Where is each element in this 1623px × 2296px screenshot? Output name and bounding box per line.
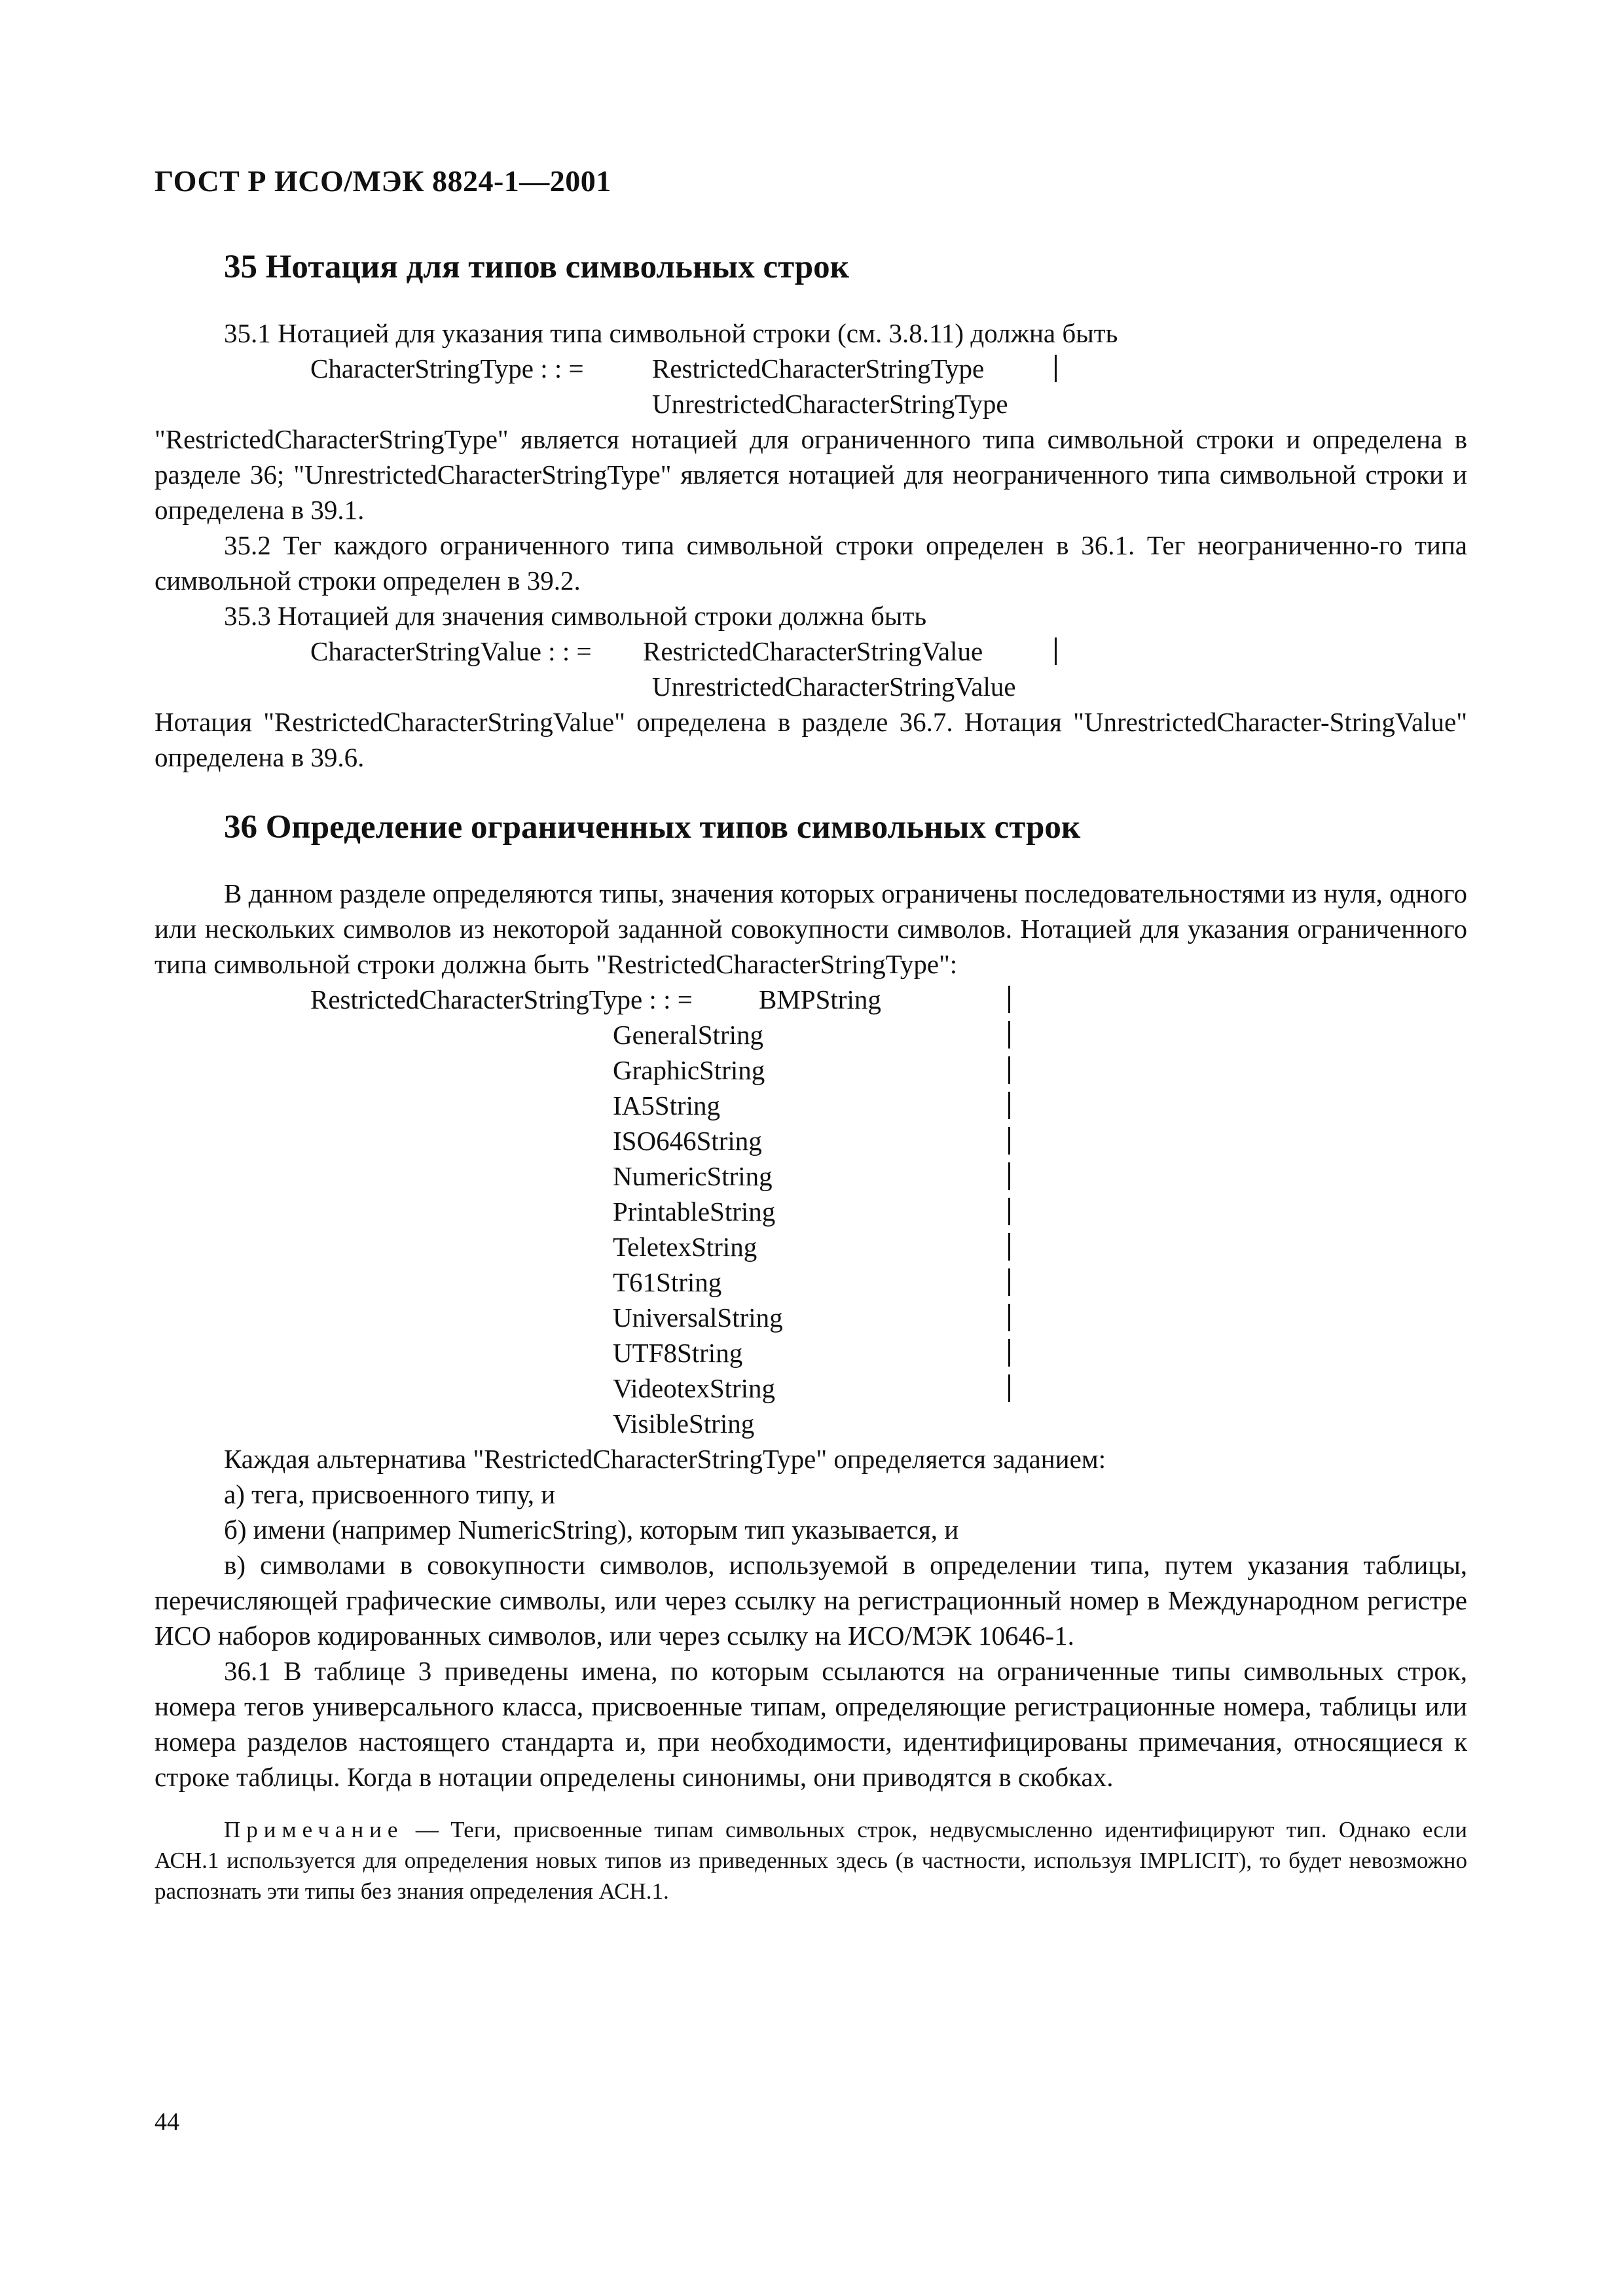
grammar-alternative: RestrictedCharacterStringValue [643, 636, 983, 666]
grammar-lhs: CharacterStringType : : = [310, 353, 584, 384]
page-content [155, 236, 1467, 1907]
alternative-separator [1008, 1268, 1010, 1296]
list-item-b: б) имени (например NumericString), которым тип указывается, и [224, 1515, 959, 1545]
grammar-alternative: UnrestrictedCharacterStringType [652, 389, 1008, 419]
alternative-separator [1008, 1339, 1010, 1367]
grammar-line [155, 634, 1467, 669]
note-text: — Теги, присвоенные типам символьных строк, недвусмысленно идентифицируют тип. Однако если АСН.1 используется для определения новых типов из приведенных здесь (в частности, используя IMPLICIT), то будет невозможно распознать эти типы без знания определения АСН.1. [155, 1817, 1467, 1904]
grammar-alternative: TeletexString [613, 1232, 757, 1262]
grammar-alternative: PrintableString [613, 1196, 776, 1227]
alternative-separator [1008, 1374, 1010, 1402]
grammar-alternative: UTF8String [613, 1338, 743, 1368]
alternative-separator [1008, 1127, 1010, 1155]
grammar-alternative: RestrictedCharacterStringType [652, 353, 985, 384]
grammar-line [155, 1158, 1467, 1194]
grammar-alternative: GraphicString [613, 1055, 765, 1085]
grammar-alternative: IA5String [613, 1090, 720, 1121]
paragraph-35-3-continued: Нотация "RestrictedCharacterStringValue" определена в разделе 36.7. Нотация "UnrestrictedCharacter-StringValue" определена в 39.6. [155, 707, 1467, 772]
grammar-alternative: VideotexString [613, 1373, 776, 1403]
grammar-line [155, 1088, 1467, 1123]
grammar-alternative: T61String [613, 1267, 722, 1297]
page-number: 44 [155, 2108, 179, 2136]
grammar-line [155, 1123, 1467, 1158]
alternative-separator [1008, 1021, 1010, 1049]
grammar-alternative: UnrestrictedCharacterStringValue [652, 672, 1016, 702]
paragraph-36-intro: В данном разделе определяются типы, значения которых ограничены последовательностями из нуля, одного или нескольких символов из некоторой заданной совокупности символов. Нотацией для указания ограниченного типа символьной строки должна быть "RestrictedCharacterStringType": [155, 878, 1467, 979]
alternative-separator [1008, 986, 1010, 1013]
alternative-separator [1008, 1092, 1010, 1119]
paragraph-35-3: 35.3 Нотацией для значения символьной строки должна быть [224, 601, 927, 631]
grammar-line [155, 351, 1467, 386]
alternative-separator [1008, 1233, 1010, 1261]
section-36-title: 36 Определение ограниченных типов символьных строк [224, 809, 1081, 846]
grammar-lhs: RestrictedCharacterStringType : : = [310, 984, 693, 1014]
note [155, 1814, 1467, 1907]
section-35-title: 35 Нотация для типов символьных строк [224, 249, 850, 285]
grammar-line [155, 982, 1467, 1017]
alternative-separator [1008, 1162, 1010, 1190]
grammar-line [155, 386, 1467, 422]
grammar-lhs: CharacterStringValue : : = [310, 636, 592, 666]
grammar-line [155, 1052, 1467, 1088]
alternative-separator [1008, 1056, 1010, 1084]
alternative-separator [1008, 1198, 1010, 1225]
grammar-alternative: NumericString [613, 1161, 773, 1191]
grammar-line [155, 1371, 1467, 1406]
paragraph-36-each: Каждая альтернатива "RestrictedCharacterStringType" определяется заданием: [224, 1444, 1106, 1474]
alternative-separator [1055, 355, 1057, 382]
grammar-alternative: GeneralString [613, 1020, 763, 1050]
list-item-c: в) символами в совокупности символов, используемой в определении типа, путем указания таблицы, перечисляющей графические символы, или через ссылку на регистрационный номер в Международном регистре ИСО наборов кодированных символов, или через ссылку на ИСО/МЭК 10646-1. [155, 1550, 1467, 1651]
grammar-line [155, 1017, 1467, 1052]
grammar-line [155, 669, 1467, 704]
grammar-alternative: VisibleString [613, 1408, 755, 1439]
list-item-a: а) тега, присвоенного типу, и [224, 1479, 556, 1509]
grammar-line [155, 1265, 1467, 1300]
grammar-alternative: BMPString [759, 984, 881, 1014]
paragraph-36-1: 36.1 В таблице 3 приведены имена, по которым ссылаются на ограниченные типы символьных строк, номера тегов универсального класса, присвоенные типам, определяющие регистрационные номера, таблицы или номера разделов настоящего стандарта и, при необходимости, идентифицированы примечания, относящиеся к строке таблицы. Когда в нотации определены синонимы, они приводятся в скобках. [155, 1656, 1467, 1792]
grammar-alternative: UniversalString [613, 1302, 783, 1333]
grammar-line [155, 1335, 1467, 1371]
paragraph-35-1-continued: "RestrictedCharacterStringType" является нотацией для ограниченного типа символьной строки и определена в разделе 36; "UnrestrictedCharacterStringType" является нотацией для неограниченного типа символьной строки и определена в 39.1. [155, 424, 1467, 525]
grammar-line [155, 1300, 1467, 1335]
grammar-line [155, 1406, 1467, 1441]
grammar-line [155, 1194, 1467, 1229]
alternative-separator [1055, 637, 1057, 665]
grammar-line [155, 1229, 1467, 1265]
grammar-alternative: ISO646String [613, 1126, 762, 1156]
alternative-separator [1008, 1304, 1010, 1331]
paragraph-35-2: 35.2 Тег каждого ограниченного типа символьной строки определен в 36.1. Тег неограниченно-го типа символьной строки определен в 39.2. [155, 530, 1467, 596]
note-label: Примечание [224, 1817, 404, 1842]
paragraph-35-1: 35.1 Нотацией для указания типа символьной строки (см. 3.8.11) должна быть [224, 318, 1118, 348]
document-header: ГОСТ Р ИСО/МЭК 8824-1—2001 [155, 164, 611, 198]
